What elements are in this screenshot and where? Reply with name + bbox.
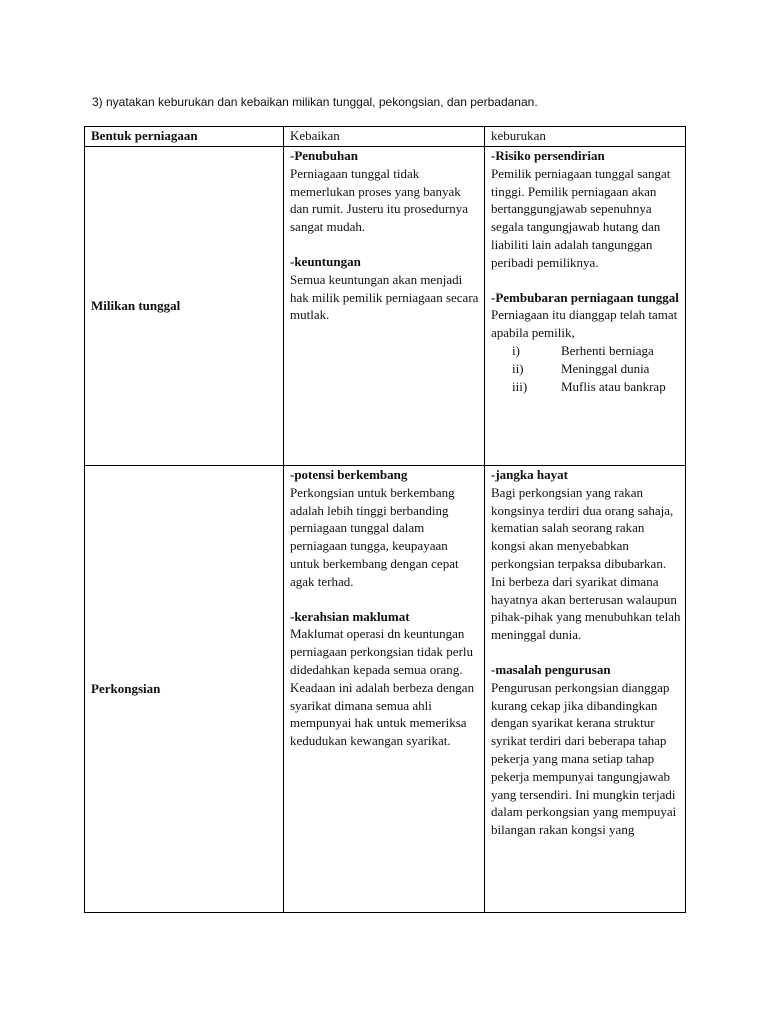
point-title: -Penubuhan (290, 148, 358, 163)
comparison-table (84, 126, 686, 913)
point-title: -kerahsian maklumat (290, 608, 410, 624)
list-item-text: Muflis atau bankrap (561, 378, 666, 394)
point-text: Semua keuntungan akan menjadi hak milik pemilik perniagaan secara mutlak. (290, 271, 479, 323)
list-item-text: Berhenti berniaga (561, 342, 654, 358)
point-text: Perkongsian untuk berkembang adalah lebih tinggi berbanding perniagaan tunggal dalam perniagaan tungga, keupayaan untuk berkembang dengan cepat agak terhad. (290, 484, 459, 589)
question-text: 3) nyatakan keburukan dan kebaikan milikan tunggal, pekongsian, dan perbadanan. (92, 95, 538, 109)
table-row-perkongsian (85, 466, 686, 913)
point-title: -potensi berkembang (290, 467, 408, 482)
list-item (491, 360, 681, 378)
cell-kebaikan-perkongsian (284, 466, 485, 913)
point-title: -keuntungan (290, 253, 361, 269)
roman-list (491, 342, 681, 395)
point-text: Pengurusan perkongsian dianggap kurang cekap jika dibandingkan dengan syarikat kerana struktur syrikat terdiri dari beberapa tahap pekerja yang mana setiap tahap pekerja mempunyai tangungjawab yang tersendiri. Ini mungkin terjadi dalam perkongsian yang mempuyai bilangan rakan kongsi yang (491, 679, 677, 838)
list-item (491, 378, 681, 396)
table-row-milikan-tunggal (85, 147, 686, 466)
list-item-number: ii) (512, 360, 524, 376)
header-bentuk-perniagaan: Bentuk perniagaan (85, 127, 284, 147)
table-header-row (85, 127, 686, 147)
point-text: Bagi perkongsian yang rakan kongsinya terdiri dua orang sahaja, kematian salah seorang rakan kongsi akan menyebabkan perkongsian terpaksa dibubarkan. Ini berbeza dari syarikat dimana hayatnya akan berterusan walaupun pihak-pihak yang menubuhkan telah meninggal dunia. (491, 484, 681, 643)
point-title: -Pembubaran perniagaan tunggal (491, 289, 679, 305)
list-item-text: Meninggal dunia (561, 360, 650, 376)
list-item-number: i) (512, 342, 520, 358)
header-keburukan: keburukan (485, 127, 686, 147)
point-text: Maklumat operasi dn keuntungan perniagaan perkongsian tidak perlu didedahkan kepada semua orang. Keadaan ini adalah berbeza dengan syarikat dimana semua ahli mempunyai hak untuk memeriksa kedudukan kewangan syarikat. (290, 626, 475, 749)
point-title: -jangka hayat (491, 467, 568, 482)
point-text: Perniagaan itu dianggap telah tamat apabila pemilik, (491, 307, 678, 341)
row-label-milikan-tunggal: Milikan tunggal (85, 147, 284, 466)
list-item (491, 342, 681, 360)
point-text: Pemilik perniagaan tunggal sangat tinggi. Pemilik perniagaan akan bertanggungjawab sepenuhnya segala tangungjawab hutang dan liabiliti lain adalah tangunggan peribadi pemiliknya. (491, 165, 671, 270)
list-item-number: iii) (512, 378, 528, 394)
header-kebaikan: Kebaikan (284, 127, 485, 147)
cell-keburukan-milikan-tunggal (485, 147, 686, 466)
point-title: -Risiko persendirian (491, 148, 605, 163)
row-label-perkongsian: Perkongsian (85, 466, 284, 913)
point-title: -masalah pengurusan (491, 661, 611, 677)
cell-keburukan-perkongsian (485, 466, 686, 913)
point-text: Perniagaan tunggal tidak memerlukan proses yang banyak dan rumit. Justeru itu prosedurnya sangat mudah. (290, 165, 468, 235)
cell-kebaikan-milikan-tunggal (284, 147, 485, 466)
